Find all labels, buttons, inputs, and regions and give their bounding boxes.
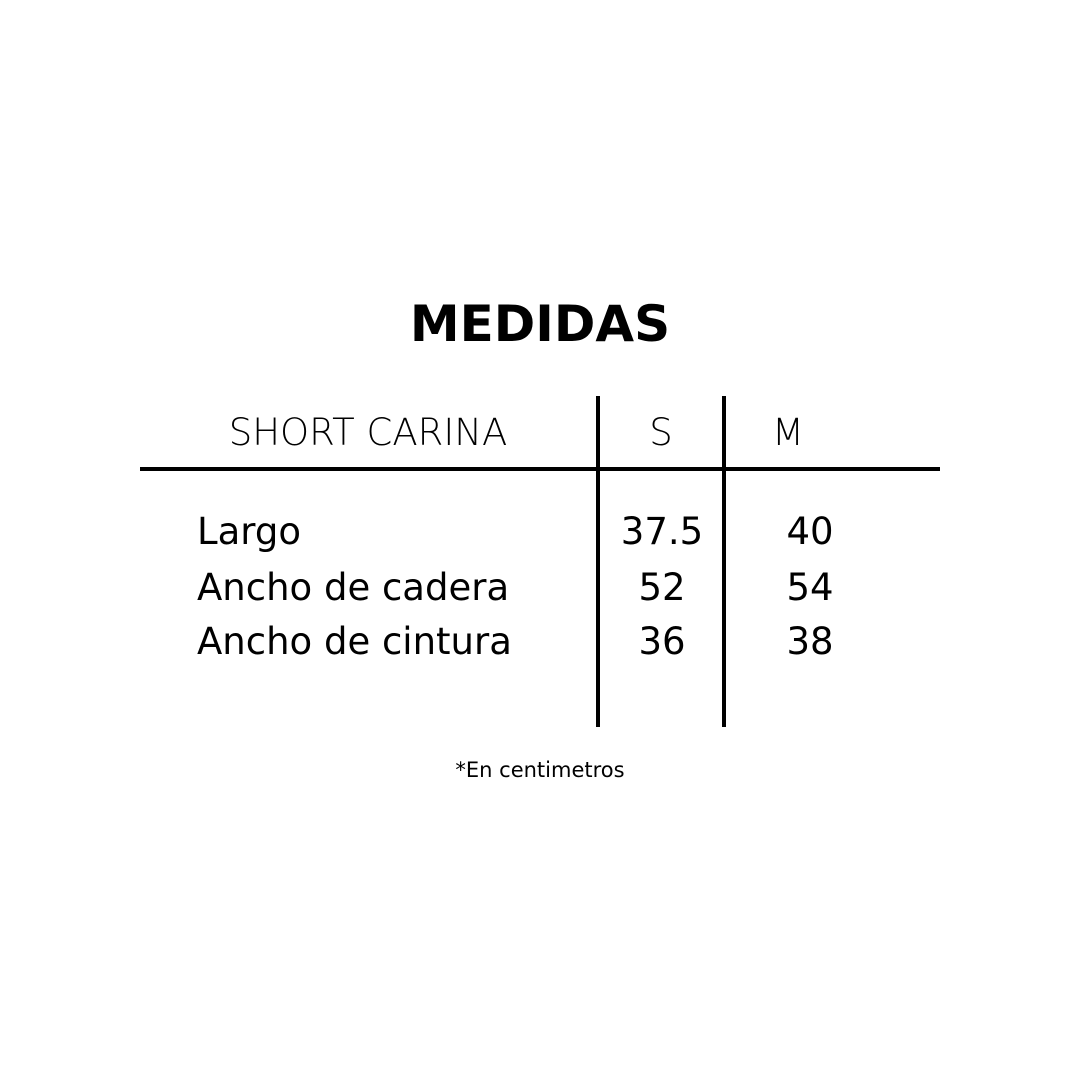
table-row	[0, 504, 1080, 560]
header-divider	[140, 467, 940, 471]
table-row	[0, 560, 1080, 616]
size-m-header: M	[772, 411, 804, 454]
value-s: 37.5	[620, 510, 704, 553]
measurement-label: Ancho de cadera	[197, 566, 510, 609]
value-s: 36	[638, 620, 686, 663]
value-m: 38	[786, 620, 834, 663]
units-footnote: *En centimetros	[455, 758, 625, 782]
page-title: MEDIDAS	[409, 295, 671, 353]
value-m: 40	[786, 510, 834, 553]
product-name-header: SHORT CARINA	[228, 411, 508, 454]
value-m: 54	[786, 566, 834, 609]
measurement-label: Ancho de cintura	[197, 620, 512, 663]
value-s: 52	[638, 566, 686, 609]
table-row	[0, 614, 1080, 670]
measurement-label: Largo	[197, 510, 301, 553]
size-s-header: S	[649, 411, 673, 454]
